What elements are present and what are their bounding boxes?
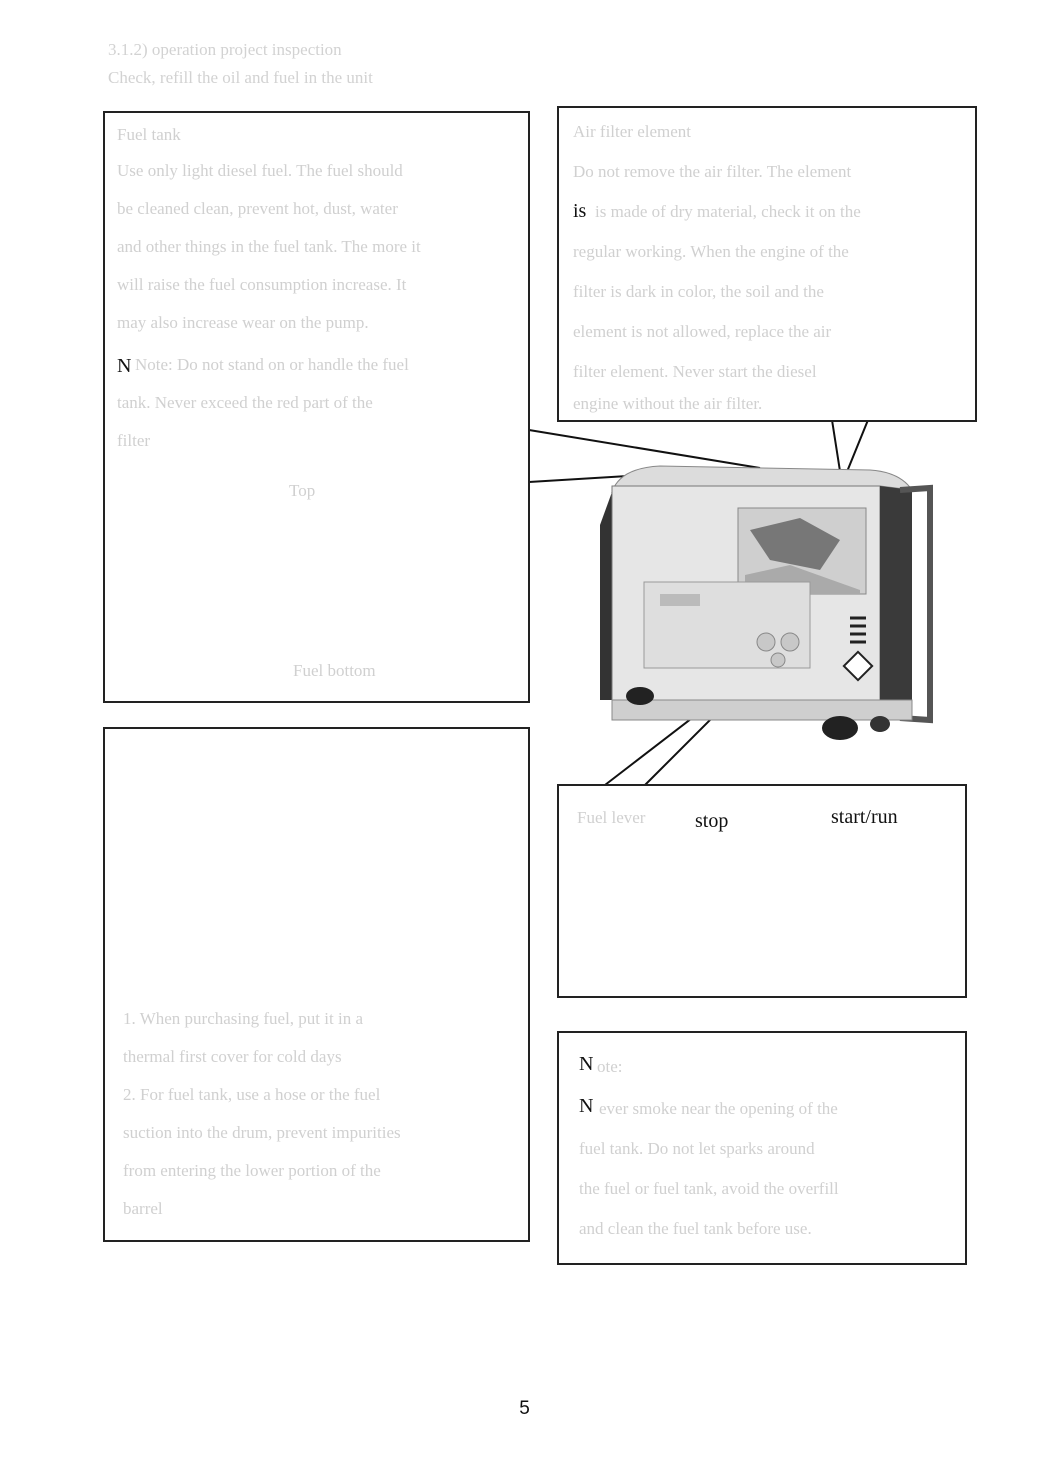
fuel-tank-line-4: will raise the fuel consumption increase. It: [117, 275, 407, 294]
fuel-drum-line-2: thermal first cover for cold days: [123, 1047, 342, 1066]
air-filter-title: Air filter element: [573, 122, 692, 141]
header-line-1: 3.1.2) operation project inspection: [108, 40, 342, 59]
fuel-lever-stop-label: stop: [695, 810, 729, 832]
note-line-2: fuel tank. Do not let sparks around: [579, 1139, 815, 1158]
fuel-tank-line-7: tank. Never exceed the red part of the: [117, 393, 373, 412]
note-title-letter: N: [579, 1053, 594, 1075]
air-filter-line-1: Do not remove the air filter. The element: [573, 162, 852, 181]
fuel-tank-line-5: may also increase wear on the pump.: [117, 313, 369, 332]
fuel-tank-box: [103, 111, 530, 703]
fuel-bottom-label: Fuel bottom: [293, 661, 376, 680]
safety-note-box: [557, 1031, 967, 1265]
fuel-drum-line-5: from entering the lower portion of the: [123, 1161, 381, 1180]
fuel-drum-line-1: 1. When purchasing fuel, put it in a: [123, 1009, 363, 1028]
fuel-tank-line-1: Use only light diesel fuel. The fuel should: [117, 161, 403, 180]
fuel-tank-note-letter: N: [117, 355, 132, 377]
fuel-tank-line-6: Note: Do not stand on or handle the fuel: [135, 355, 409, 374]
note-line-4: and clean the fuel tank before use.: [579, 1219, 812, 1238]
fuel-lever-box: [557, 784, 967, 998]
note-line-3: the fuel or fuel tank, avoid the overfill: [579, 1179, 839, 1198]
air-filter-line-6: filter element. Never start the diesel: [573, 362, 817, 381]
fuel-drum-box: [103, 727, 530, 1242]
fuel-tank-line-3: and other things in the fuel tank. The more it: [117, 237, 421, 256]
note-title-rest: ote:: [597, 1057, 623, 1076]
fuel-drum-line-3: 2. For fuel tank, use a hose or the fuel: [123, 1085, 381, 1104]
air-filter-line-4: filter is dark in color, the soil and the: [573, 282, 824, 301]
fuel-lever-run-label: start/run: [831, 806, 898, 828]
page-number: 5: [519, 1398, 530, 1419]
air-filter-lead-word: is: [573, 200, 587, 222]
fuel-drum-line-6: barrel: [123, 1199, 163, 1218]
note-line-1: ever smoke near the opening of the: [599, 1099, 838, 1118]
fuel-tank-line-8: filter: [117, 431, 151, 450]
header-line-2: Check, refill the oil and fuel in the unit: [108, 68, 373, 87]
air-filter-box: [557, 106, 977, 422]
note-line-1-letter: N: [579, 1095, 594, 1117]
diesel-generator-image: [600, 466, 930, 740]
air-filter-line-5: element is not allowed, replace the air: [573, 322, 832, 341]
fuel-top-label: Top: [289, 481, 316, 500]
air-filter-line-3: regular working. When the engine of the: [573, 242, 849, 261]
air-filter-line-2: is made of dry material, check it on the: [595, 202, 861, 221]
fuel-tank-title: Fuel tank: [117, 125, 181, 144]
air-filter-line-7: engine without the air filter.: [573, 394, 763, 413]
fuel-drum-line-4: suction into the drum, prevent impurities: [123, 1123, 401, 1142]
fuel-lever-caption: Fuel lever: [577, 808, 646, 827]
fuel-tank-line-2: be cleaned clean, prevent hot, dust, water: [117, 199, 398, 218]
